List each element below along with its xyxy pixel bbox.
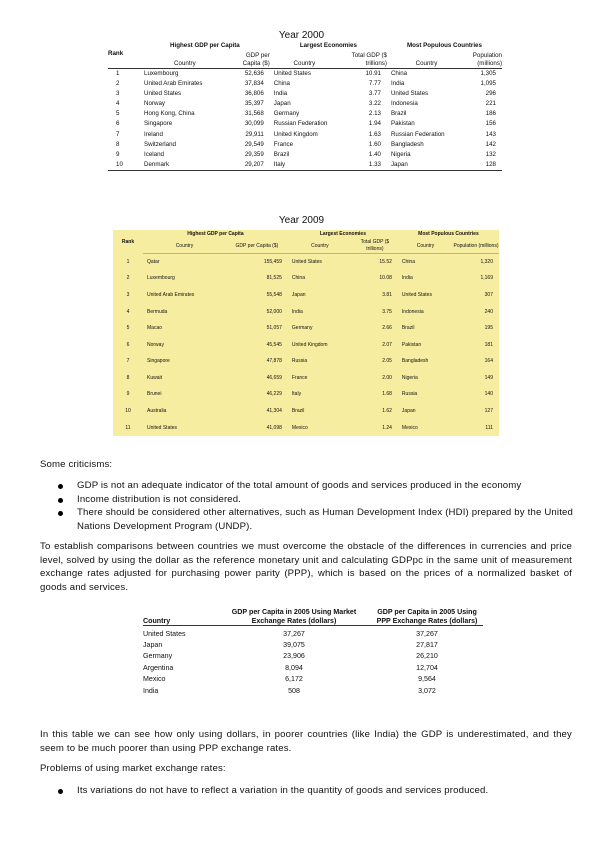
- gdp-per-capita-cell: 52,000: [266, 308, 282, 315]
- list-item: [58, 479, 573, 493]
- table-year-2009: [113, 230, 499, 436]
- country-cell: Japan: [143, 640, 163, 649]
- country-cell: Australia: [147, 407, 167, 414]
- total-gdp-cell: 3.81: [382, 291, 392, 298]
- country-cell: France: [291, 374, 308, 381]
- rank-cell: 5: [126, 325, 130, 332]
- country-cell: Brazil: [291, 407, 305, 414]
- total-gdp-cell: 3.22: [368, 100, 381, 108]
- total-gdp-cell: 2.07: [382, 341, 392, 348]
- country-cell: Norway: [144, 100, 165, 108]
- list-item-text: Income distribution is not considered.: [77, 493, 242, 505]
- total-gdp-cell: 2.05: [382, 358, 392, 365]
- population-cell: 149: [484, 374, 493, 381]
- country-cell: United States: [147, 424, 178, 431]
- total-gdp-cell: 1.63: [368, 130, 381, 138]
- ppp-rate-cell: 37,267: [416, 629, 438, 638]
- country-cell: Germany: [291, 325, 313, 332]
- total-gdp-cell: 10.91: [365, 70, 381, 77]
- criticisms-list: [58, 479, 573, 533]
- population-cell: 1,095: [480, 80, 496, 88]
- country-cell: Japan: [387, 160, 466, 171]
- gdp-per-capita-cell: 35,397: [244, 100, 264, 108]
- col-country-header: Country: [293, 60, 316, 67]
- table-row: [108, 79, 502, 89]
- heading-year-2000: Year 2000: [278, 30, 325, 41]
- problems-intro: Problems of using market exchange rates:: [40, 763, 226, 774]
- table-row: [108, 140, 502, 150]
- country-cell: Japan: [291, 291, 306, 298]
- table-row: [108, 69, 502, 79]
- country-cell: Italy: [270, 160, 339, 171]
- table-row: [143, 640, 483, 651]
- list-item: [58, 506, 573, 533]
- table-row: [108, 150, 502, 160]
- rank-cell: 1: [116, 70, 120, 77]
- table-row: [113, 386, 499, 403]
- country-cell: Bermuda: [147, 308, 168, 315]
- country-cell: Russia: [401, 391, 418, 398]
- table-year-2000: [108, 42, 502, 171]
- table-row: [113, 370, 499, 387]
- gdp-per-capita-cell: 51,057: [266, 325, 282, 332]
- country-cell: United States: [291, 259, 322, 266]
- country-cell: Kuwait: [147, 374, 163, 381]
- total-gdp-cell: 1.40: [368, 150, 381, 158]
- country-cell: Denmark: [140, 160, 230, 171]
- rank-cell: 4: [116, 100, 120, 108]
- col-country-header: Country: [174, 60, 196, 67]
- gdp-per-capita-cell: 29,359: [244, 150, 264, 158]
- table-row: [143, 651, 483, 662]
- ppp-rate-cell: 3,072: [418, 686, 436, 695]
- table-row: [108, 89, 502, 99]
- country-cell: United Arab Emirates: [144, 80, 203, 88]
- population-cell: 307: [484, 291, 493, 298]
- rank-cell: 10: [108, 160, 140, 171]
- gdp-per-capita-cell: 46,659: [266, 374, 282, 381]
- country-cell: Pakistan: [401, 341, 422, 348]
- market-rate-cell: 6,172: [285, 675, 303, 684]
- table-row: [113, 320, 499, 337]
- country-cell: Russian Federation: [390, 130, 445, 138]
- country-cell: Pakistan: [390, 120, 415, 128]
- country-cell: Russia: [291, 358, 308, 365]
- country-cell: India: [390, 80, 405, 88]
- ppp-rate-cell: 12,704: [416, 663, 438, 672]
- col-gdp-per-capita-header: GDP per Capita ($): [242, 52, 270, 67]
- country-cell: United Arab Emirates: [147, 291, 195, 298]
- total-gdp-cell: 1.24: [382, 424, 392, 431]
- country-cell: Iceland: [144, 150, 164, 158]
- population-cell: 156: [485, 120, 496, 128]
- col-country-header: Country: [143, 238, 226, 254]
- total-gdp-cell: 3.75: [382, 308, 392, 315]
- population-cell: 142: [485, 140, 496, 148]
- col-gdp-per-capita-header: GDP per Capita ($): [226, 238, 288, 254]
- bullet-icon: [58, 498, 63, 503]
- country-cell: Bangladesh: [390, 140, 424, 148]
- country-cell: China: [390, 70, 408, 77]
- ppp-rate-cell: 26,210: [416, 652, 438, 661]
- country-cell: Qatar: [147, 259, 160, 266]
- population-cell: 1,169: [480, 275, 493, 282]
- group-header-most-populous: Most Populous Countries: [418, 231, 479, 237]
- country-cell: Luxembourg: [144, 70, 179, 77]
- table-row: [108, 99, 502, 109]
- country-cell: Russian Federation: [273, 120, 328, 128]
- col-market-rates-header: GDP per Capita in 2005 Using Market Exchange Rates (dollars): [231, 608, 357, 625]
- country-cell: Luxembourg: [147, 275, 175, 282]
- table-row: [113, 353, 499, 370]
- population-cell: 240: [484, 308, 493, 315]
- col-total-gdp-header: Total GDP ($ trillions): [352, 238, 398, 254]
- country-cell: United Kingdom: [291, 341, 328, 348]
- market-rate-cell: 37,267: [283, 629, 305, 638]
- country-cell: Singapore: [147, 358, 170, 365]
- country-cell: China: [291, 275, 305, 282]
- criticisms-intro: Some criticisms:: [40, 459, 113, 470]
- population-cell: 164: [484, 358, 493, 365]
- group-header-gdp-per-capita: Highest GDP per Capita: [170, 42, 240, 49]
- col-rank-header: Rank: [108, 50, 124, 57]
- table-row: [113, 303, 499, 320]
- country-cell: Ireland: [144, 130, 163, 138]
- col-ppp-rates-header: GDP per Capita in 2005 Using PPP Exchange Rates (dollars): [376, 608, 478, 625]
- population-cell: 127: [484, 407, 493, 414]
- problems-list: [58, 784, 573, 798]
- total-gdp-cell: 1.68: [382, 391, 392, 398]
- col-population-header: Population (millions): [453, 238, 499, 254]
- table-row: [113, 287, 499, 304]
- rank-cell: 3: [126, 291, 130, 298]
- col-country-header: Country: [415, 60, 438, 67]
- bullet-icon: [58, 511, 63, 516]
- table-row: [108, 160, 502, 171]
- country-cell: Indonesia: [401, 308, 424, 315]
- table-analysis-paragraph: In this table we can see how only using dollars, in poorer countries (like India) the GDP is underestimated, and they seem to be much poorer than using PPP exchange rates.: [40, 729, 572, 754]
- gdp-per-capita-cell: 41,304: [266, 407, 282, 414]
- market-rate-cell: 508: [288, 686, 300, 695]
- population-cell: 1,305: [480, 70, 496, 77]
- population-cell: 143: [485, 130, 496, 138]
- table-row: [143, 663, 483, 674]
- rank-cell: 5: [116, 110, 120, 118]
- country-cell: Japan: [401, 407, 416, 414]
- population-cell: 181: [484, 341, 493, 348]
- market-rate-cell: 8,094: [285, 663, 303, 672]
- population-cell: 1,320: [480, 259, 493, 266]
- rank-cell: 2: [116, 80, 120, 88]
- country-cell: Germany: [143, 652, 173, 661]
- total-gdp-cell: 2.00: [382, 374, 392, 381]
- table-row: [113, 419, 499, 436]
- country-cell: Mexico: [401, 424, 418, 431]
- rank-cell: 2: [126, 275, 130, 282]
- table-row: [108, 119, 502, 129]
- table-row: [108, 130, 502, 140]
- gdp-per-capita-cell: 31,568: [244, 110, 264, 118]
- country-cell: United States: [144, 90, 182, 98]
- country-cell: Japan: [273, 100, 291, 108]
- total-gdp-cell: 1.94: [368, 120, 381, 128]
- col-population-header: Population (millions): [472, 52, 502, 67]
- col-rank-header: Rank: [121, 238, 135, 245]
- country-cell: United States: [390, 90, 429, 98]
- rank-cell: 7: [116, 130, 120, 138]
- gdp-per-capita-cell: 47,878: [266, 358, 282, 365]
- total-gdp-cell: 10.08: [379, 275, 392, 282]
- gdp-per-capita-cell: 29,549: [244, 140, 264, 148]
- country-cell: United States: [401, 291, 432, 298]
- market-rate-cell: 39,075: [283, 640, 305, 649]
- country-cell: Brazil: [390, 110, 407, 118]
- total-gdp-cell: 1.62: [382, 407, 392, 414]
- country-cell: Argentina: [143, 663, 174, 672]
- rank-cell: 4: [126, 308, 130, 315]
- gdp-per-capita-cell: 29,911: [245, 130, 264, 138]
- country-cell: United Kingdom: [273, 130, 318, 138]
- group-header-gdp-per-capita: Highest GDP per Capita: [187, 231, 244, 237]
- table-row: [113, 270, 499, 287]
- col-total-gdp-header: Total GDP ($ trillions): [351, 52, 387, 67]
- list-item-text: There should be considered other alternatives, such as Human Development Index (HDI) prepared by the United Nations Development Program (UNDP).: [77, 507, 573, 532]
- gdp-per-capita-cell: 30,099: [244, 120, 264, 128]
- market-rate-cell: 23,906: [283, 652, 305, 661]
- country-cell: India: [291, 308, 303, 315]
- col-country-header: Country: [143, 616, 171, 625]
- table-row: [113, 336, 499, 353]
- table-row: [143, 686, 483, 697]
- group-header-most-populous: Most Populous Countries: [407, 42, 482, 49]
- rank-cell: 6: [116, 120, 120, 128]
- ppp-rate-cell: 9,564: [418, 675, 436, 684]
- rank-cell: 9: [126, 391, 130, 398]
- country-cell: Germany: [273, 110, 300, 118]
- group-header-largest-economies: Largest Economies: [319, 231, 366, 237]
- gdp-per-capita-cell: 41,098: [266, 424, 282, 431]
- heading-year-2009: Year 2009: [278, 215, 325, 226]
- col-country-header: Country: [288, 238, 352, 254]
- country-cell: Mexico: [291, 424, 308, 431]
- table-row: [143, 629, 483, 640]
- country-cell: Nigeria: [401, 374, 418, 381]
- gdp-per-capita-cell: 36,806: [244, 90, 264, 98]
- gdp-per-capita-cell: 37,834: [244, 80, 264, 88]
- list-item-text: Its variations do not have to reflect a variation in the quantity of goods and services produced.: [77, 785, 489, 796]
- total-gdp-cell: 7.77: [368, 80, 381, 88]
- country-cell: Brazil: [273, 150, 290, 158]
- bullet-icon: [58, 789, 63, 794]
- country-cell: China: [401, 259, 415, 266]
- rank-cell: 3: [116, 90, 120, 98]
- country-cell: India: [273, 90, 288, 98]
- rank-cell: 10: [125, 407, 131, 414]
- rank-cell: 7: [126, 358, 130, 365]
- country-cell: United States: [143, 629, 186, 638]
- gdp-per-capita-cell: 29,207: [230, 160, 270, 171]
- list-item-text: GDP is not an adequate indicator of the total amount of goods and services produced in the economy: [77, 480, 522, 491]
- country-cell: Brunei: [147, 391, 162, 398]
- population-cell: 132: [485, 150, 496, 158]
- comparison-paragraph: To establish comparisons between countries we must overcome the obstacle of the differences in currencies and price level, solved by using the dollar as the reference monetary unit and calculating GDPpc in the same unit of measurement exchange rates adjusted for purchasing power parity (PPP), which is based on the prices of a normalized basket of goods and services.: [40, 541, 572, 593]
- country-cell: Singapore: [144, 120, 173, 128]
- gdp-per-capita-cell: 52,636: [244, 70, 264, 77]
- rank-cell: 8: [126, 374, 130, 381]
- country-cell: Bangladesh: [401, 358, 429, 365]
- total-gdp-cell: 2.66: [382, 325, 392, 332]
- country-cell: Macao: [147, 325, 163, 332]
- rank-cell: 9: [116, 150, 120, 158]
- country-cell: Italy: [291, 391, 302, 398]
- country-cell: France: [273, 140, 294, 148]
- gdp-per-capita-cell: 55,548: [266, 291, 282, 298]
- col-country-header: Country: [398, 238, 453, 254]
- bullet-icon: [58, 484, 63, 489]
- gdp-per-capita-cell: 81,525: [266, 275, 282, 282]
- table-row: [113, 403, 499, 420]
- population-cell: 140: [484, 391, 493, 398]
- population-cell: 111: [485, 424, 493, 431]
- population-cell: 195: [484, 325, 493, 332]
- list-item: [58, 493, 573, 507]
- country-cell: United States: [273, 70, 311, 77]
- country-cell: Switzerland: [144, 140, 176, 148]
- population-cell: 186: [485, 110, 496, 118]
- gdp-per-capita-cell: 46,229: [266, 391, 282, 398]
- total-gdp-cell: 1.33: [339, 160, 387, 171]
- population-cell: 128: [466, 160, 502, 171]
- table-row: [113, 254, 499, 271]
- total-gdp-cell: 1.60: [368, 140, 381, 148]
- rank-cell: 6: [126, 341, 130, 348]
- country-cell: Mexico: [143, 675, 166, 684]
- total-gdp-cell: 2.13: [368, 110, 381, 118]
- country-cell: China: [273, 80, 290, 88]
- country-cell: India: [143, 686, 159, 695]
- country-cell: Brazil: [401, 325, 415, 332]
- table-row: [108, 109, 502, 119]
- gdp-per-capita-cell: 155,459: [263, 259, 282, 266]
- rank-cell: 1: [126, 258, 130, 265]
- total-gdp-cell: 15.52: [379, 259, 392, 266]
- country-cell: Norway: [147, 341, 164, 348]
- table-gdp-2005: [143, 608, 483, 697]
- country-cell: India: [401, 275, 413, 282]
- population-cell: 221: [485, 100, 496, 108]
- population-cell: 296: [485, 90, 496, 98]
- country-cell: Nigeria: [390, 150, 411, 158]
- rank-cell: 11: [125, 424, 131, 431]
- rank-cell: 8: [116, 140, 120, 148]
- country-cell: Indonesia: [390, 100, 418, 108]
- country-cell: Hong Kong, China: [144, 110, 195, 118]
- list-item: [58, 784, 573, 798]
- ppp-rate-cell: 27,817: [416, 640, 438, 649]
- gdp-per-capita-cell: 45,545: [266, 341, 282, 348]
- table-row: [143, 674, 483, 685]
- total-gdp-cell: 3.77: [368, 90, 381, 98]
- group-header-largest-economies: Largest Economies: [299, 42, 357, 49]
